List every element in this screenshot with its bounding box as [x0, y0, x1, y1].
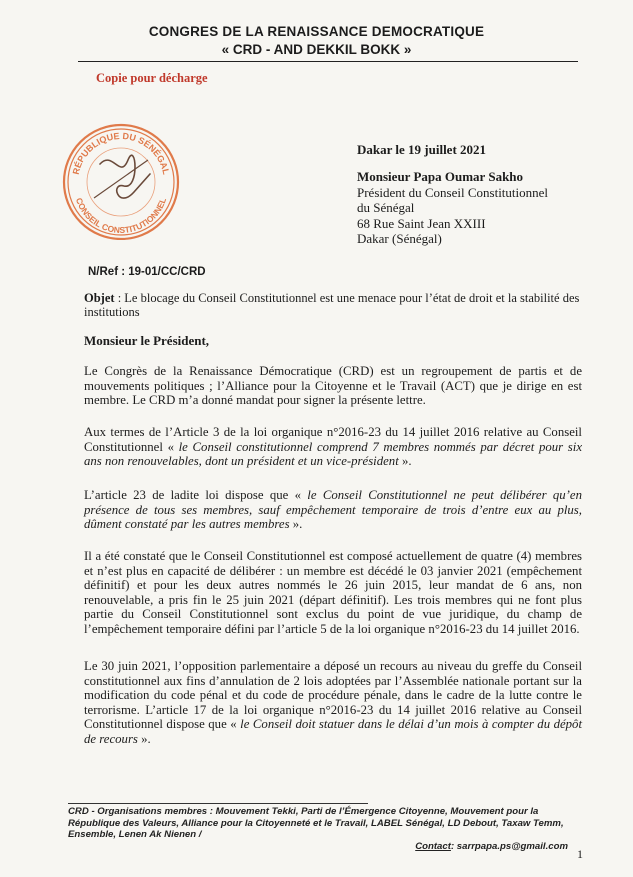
- recipient-title: Président du Conseil Constitutionnel: [357, 184, 549, 200]
- reception-stamp: [58, 120, 184, 240]
- paragraph-3-quote: le Conseil Constitutionnel ne peut délibérer qu’en présence de tous ses membres, sauf empêchement temporaire de trois d’entre eux au plus, dûment constaté par les autres membres: [84, 488, 582, 531]
- letterhead-subtitle: « CRD - AND DEKKIL BOKK »: [221, 42, 412, 57]
- recipient-country: du Sénégal: [357, 200, 415, 215]
- subject-line: [84, 291, 584, 319]
- paragraph-2: [84, 425, 582, 469]
- footer-members: CRD - Organisations membres : Mouvement Tekki, Parti de l’Émergence Citoyenne, Mouvement pour la République des Valeurs, Alliance pour la Citoyenneté et le Travail, LABEL Sénégal, LD Debout, Taxaw Temm, Ensemble, Lenen Ak Nienen /: [68, 806, 564, 840]
- svg-text:CONSEIL CONSTITUTIONNEL: CONSEIL CONSTITUTIONNEL: [73, 196, 169, 236]
- copy-for-receipt-label: Copie pour décharge: [96, 71, 208, 85]
- letterhead-rule: [78, 61, 578, 62]
- reference-number: N/Ref : 19-01/CC/CRD: [88, 266, 206, 278]
- paragraph-4: Il a été constaté que le Conseil Constitutionnel est composé actuellement de quatre (4) membres et n’est plus en capacité de délibérer : un membre est décédé le 03 janvier 2021 (empêchement définitif) et pour les deux autres nommés le 26 juin 2015, leur mandat de 6 ans, non renouvelable, a pris fin le 25 juin 2021 (départ définitif). Les trois membres qui ne font plus partie du Conseil Constitutionnel sont exclus du point de vue juridique, du champ de l’empêchement temporaire défini par l’article 5 de la loi organique n°2016-23 du 14 juillet 2016.: [84, 549, 582, 636]
- paragraph-3-text: L’article 23 de ladite loi dispose que «: [84, 488, 308, 502]
- subject-text: : Le blocage du Conseil Constitutionnel est une menace pour l’état de droit et la stabilité des institutions: [84, 291, 580, 319]
- recipient-street: 68 Rue Saint Jean XXIII: [357, 215, 486, 231]
- paragraph-1: Le Congrès de la Renaissance Démocratique (CRD) est un regroupement de partis et de mouvements politiques ; l’Alliance pour la Citoyenne et le Travail (ACT) que je dirige en est membre. Le CRD m’a donné mandat pour signer la présente lettre.: [84, 364, 582, 407]
- paragraph-3-close: ».: [289, 517, 303, 531]
- paragraph-2-quote: le Conseil constitutionnel comprend 7 membres nommés par décret pour six ans non renouvelables, dont un président et un vice-président: [84, 439, 582, 468]
- letterhead-title: CONGRES DE LA RENAISSANCE DEMOCRATIQUE: [148, 24, 485, 39]
- footer-contact: [68, 841, 568, 853]
- salutation: Monsieur le Président,: [84, 333, 210, 348]
- recipient-address: [357, 169, 548, 247]
- footer-rule: [68, 803, 368, 804]
- footer-contact-label: Contact: [415, 840, 451, 852]
- paragraph-5-text: Le 30 juin 2021, l’opposition parlementaire a déposé un recours au niveau du greffe du Conseil constitutionnel aux fins d’annulation de 2 lois adoptées par l’Assemblée nationale portant sur la modification du code pénal et du code de procédure pénale, dans le cadre de la lutte contre le terrorisme. L’article 17 de la loi organique n°2016-23 du 14 juillet 2016 relative au Conseil Constitutionnel dispose que «: [84, 659, 582, 731]
- paragraph-5-quote: le Conseil doit statuer dans le délai d’un mois à compter du dépôt de recours: [84, 717, 583, 746]
- paragraph-5-close: ».: [137, 731, 151, 746]
- paragraph-2-text: Aux termes de l’Article 3 de la loi organique n°2016-23 du 14 juillet 2016 relative au Conseil Constitutionnel «: [84, 425, 582, 454]
- letter-date: Dakar le 19 juillet 2021: [357, 142, 487, 157]
- footer: [68, 806, 568, 852]
- paragraph-2-close: ».: [398, 454, 412, 468]
- subject-label: Objet: [84, 291, 115, 305]
- footer-contact-email: : sarrpapa.ps@gmail.com: [450, 840, 568, 852]
- paragraph-5: [84, 659, 582, 746]
- recipient-name: Monsieur Papa Oumar Sakho: [357, 169, 524, 184]
- svg-text:RÉPUBLIQUE DU SÉNÉGAL: RÉPUBLIQUE DU SÉNÉGAL: [70, 130, 172, 176]
- paragraph-3: [84, 488, 582, 532]
- page-number: 1: [577, 847, 583, 861]
- recipient-city: Dakar (Sénégal): [357, 231, 442, 246]
